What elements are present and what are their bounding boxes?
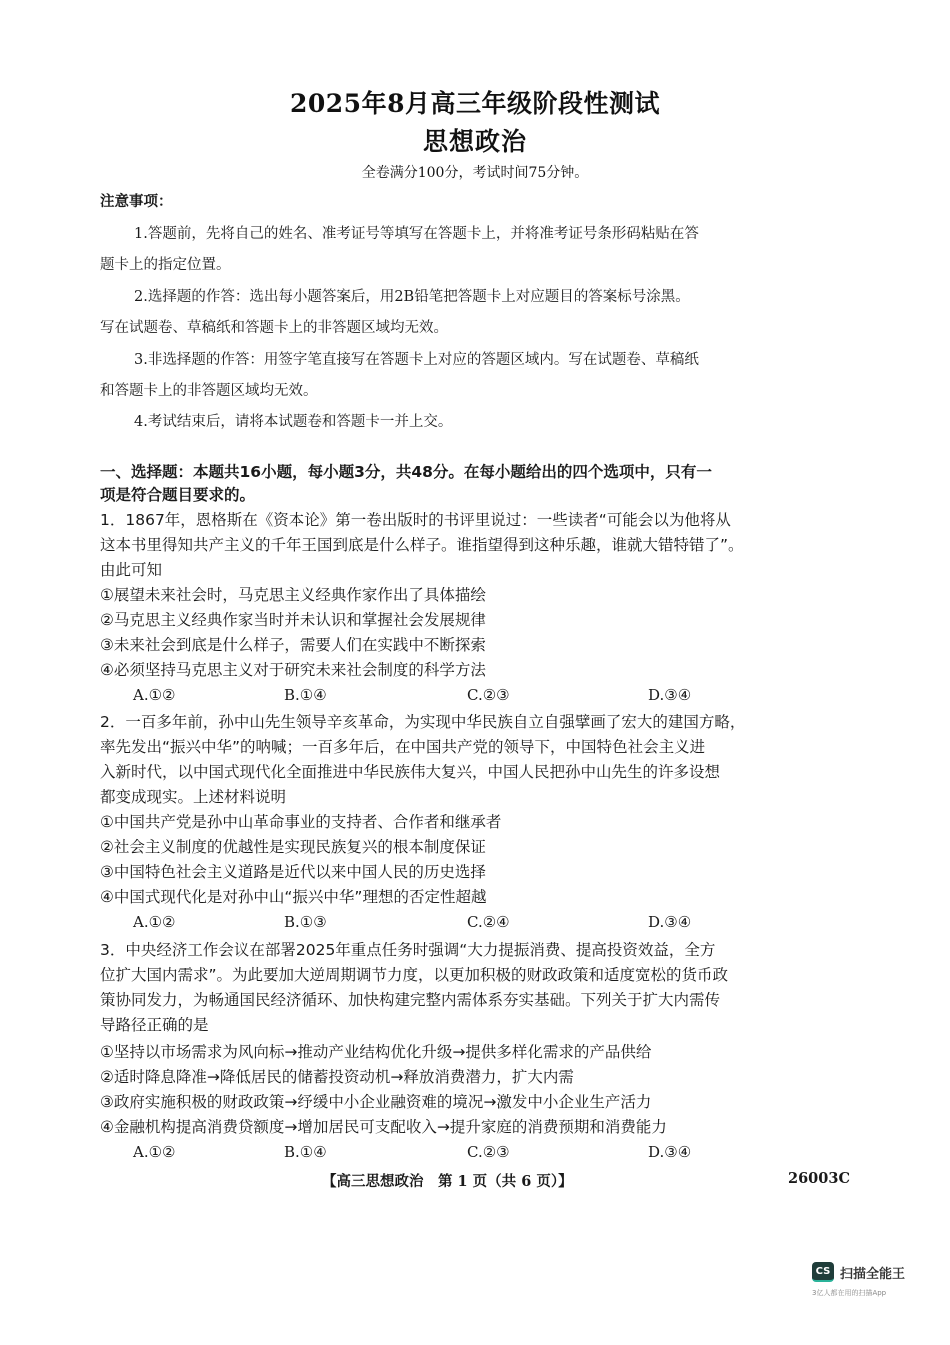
option-a: A.①② <box>133 1143 176 1161</box>
question-stem: 都变成现实。上述材料说明 <box>100 788 287 806</box>
question-stem: 3．中央经济工作会议在部署2025年重点任务时强调“大力提振消费、提高投资效益，全方 <box>100 941 716 959</box>
statement-item: ④金融机构提高消费贷额度→增加居民可支配收入→提升家庭的消费预期和消费能力 <box>100 1118 667 1136</box>
statement-item: ①中国共产党是孙中山革命事业的支持者、合作者和继承者 <box>100 813 502 831</box>
option-c: C.②④ <box>467 913 510 931</box>
question-stem: 这本书里得知共产主义的千年王国到底是什么样子。谁指望得到这种乐趣，谁就大错特错了”。 <box>100 536 744 554</box>
section-heading: 一、选择题：本题共16小题，每小题3分，共48分。在每小题给出的四个选项中，只有一 <box>100 463 712 481</box>
camscanner-logo-icon: CS <box>812 1262 834 1282</box>
exam-title: 2025年8月高三年级阶段性测试 <box>290 89 660 118</box>
statement-item: ②适时降息降准→降低居民的储蓄投资动机→释放消费潜力，扩大内需 <box>100 1068 574 1086</box>
option-c: C.②③ <box>467 686 510 704</box>
notice-line: 题卡上的指定位置。 <box>100 257 231 273</box>
statement-item: ③政府实施积极的财政政策→纾缓中小企业融资难的境况→激发中小企业生产活力 <box>100 1093 652 1111</box>
option-d: D.③④ <box>648 686 692 704</box>
notice-heading: 注意事项： <box>100 193 173 210</box>
option-a: A.①② <box>133 686 176 704</box>
notice-line: 3.非选择题的作答：用签字笔直接写在答题卡上对应的答题区域内。写在试题卷、草稿纸 <box>134 352 699 368</box>
notice-line: 1.答题前，先将自己的姓名、准考证号等填写在答题卡上，并将准考证号条形码粘贴在答 <box>134 226 699 242</box>
watermark-name: 扫描全能王 <box>840 1266 906 1282</box>
question-stem: 由此可知 <box>100 561 163 579</box>
statement-item: ①坚持以市场需求为风向标→推动产业结构优化升级→提供多样化需求的产品供给 <box>100 1043 652 1061</box>
statement-item: ②马克思主义经典作家当时并未认识和掌握社会发展规律 <box>100 611 486 629</box>
option-a: A.①② <box>133 913 176 931</box>
exam-info: 全卷满分100分，考试时间75分钟。 <box>361 165 589 181</box>
option-b: B.①③ <box>284 913 327 931</box>
question-stem: 1．1867年，恩格斯在《资本论》第一卷出版时的书评里说过：一些读者“可能会以为他将从 <box>100 511 731 529</box>
option-d: D.③④ <box>648 913 692 931</box>
notice-line: 写在试题卷、草稿纸和答题卡上的非答题区域均无效。 <box>100 320 448 336</box>
question-stem: 2．一百多年前，孙中山先生领导辛亥革命，为实现中华民族自立自强擘画了宏大的建国方略， <box>100 713 746 731</box>
watermark-tagline: 3亿人都在用的扫描App <box>812 1289 887 1297</box>
question-stem: 率先发出“振兴中华”的呐喊；一百多年后，在中国共产党的领导下，中国特色社会主义进 <box>100 738 706 756</box>
notice-line: 4.考试结束后，请将本试题卷和答题卡一并上交。 <box>134 414 453 430</box>
statement-item: ③未来社会到底是什么样子，需要人们在实践中不断探索 <box>100 636 486 654</box>
statement-item: ①展望未来社会时，马克思主义经典作家作出了具体描绘 <box>100 586 486 604</box>
question-stem: 位扩大国内需求”。为此要加大逆周期调节力度，以更加积极的财政政策和适度宽松的货币政 <box>100 966 729 984</box>
statement-item: ④必须坚持马克思主义对于研究未来社会制度的科学方法 <box>100 661 486 679</box>
option-b: B.①④ <box>284 686 327 704</box>
subject-title: 思想政治 <box>422 127 527 156</box>
question-stem: 入新时代，以中国式现代化全面推进中华民族伟大复兴，中国人民把孙中山先生的许多设想 <box>100 763 721 781</box>
notice-line: 和答题卡上的非答题区域均无效。 <box>100 383 318 399</box>
option-b: B.①④ <box>284 1143 327 1161</box>
question-stem: 导路径正确的是 <box>100 1016 209 1034</box>
statement-item: ③中国特色社会主义道路是近代以来中国人民的历史选择 <box>100 863 486 881</box>
option-c: C.②③ <box>467 1143 510 1161</box>
paper-code: 26003C <box>788 1170 850 1187</box>
page-footer: 【高三思想政治 第 1 页（共 6 页）】 <box>322 1173 573 1190</box>
statement-item: ②社会主义制度的优越性是实现民族复兴的根本制度保证 <box>100 838 486 856</box>
section-heading: 项是符合题目要求的。 <box>100 486 256 504</box>
question-stem: 策协同发力，为畅通国民经济循环、加快构建完整内需体系夯实基础。下列关于扩大内需传 <box>100 991 721 1009</box>
statement-item: ④中国式现代化是对孙中山“振兴中华”理想的否定性超越 <box>100 888 487 906</box>
option-d: D.③④ <box>648 1143 692 1161</box>
notice-line: 2.选择题的作答：选出每小题答案后，用2B铅笔把答题卡上对应题目的答案标号涂黑。 <box>134 289 690 305</box>
scanner-watermark <box>812 1262 905 1282</box>
